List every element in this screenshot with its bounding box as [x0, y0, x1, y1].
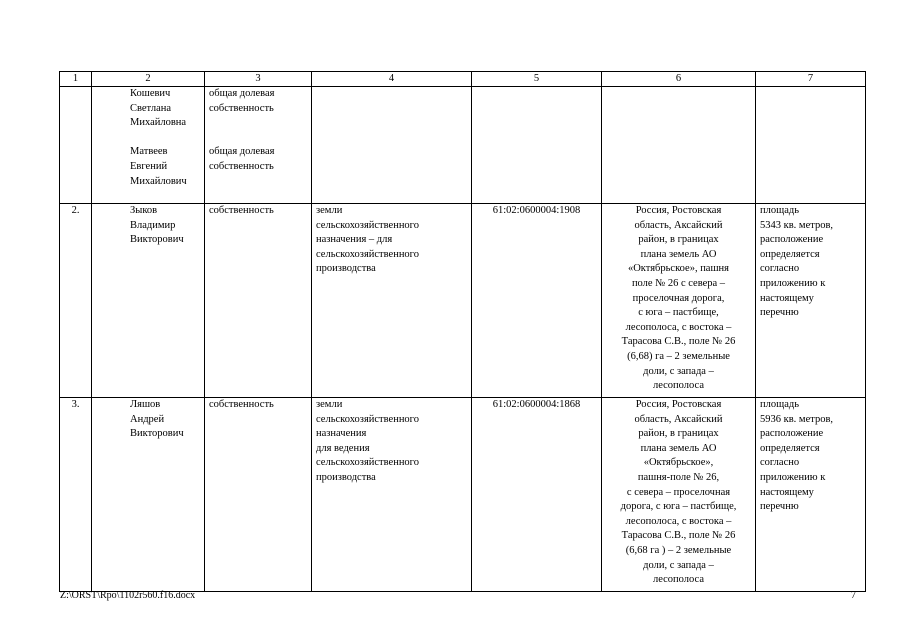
column-header: 6	[602, 72, 756, 87]
row-number-cell	[60, 87, 92, 204]
location-cell	[602, 87, 756, 204]
area-cell: площадь 5936 кв. метров, расположение определяется согласно приложению к настоящему перечню	[756, 398, 866, 592]
land-category-cell	[312, 87, 472, 204]
ownership-type-cell: общая долевая собственность общая долевая собственность	[205, 87, 312, 204]
location-cell: Россия, Ростовская область, Аксайский район, в границах плана земель АО «Октябрьское», пашня поле № 26 с севера – проселочная дорога, с юга – пастбище, лесополоса, с востока – Тарасова С.В., поле № 26 (6,68) га – 2 земельные доли, с запада – лесополоса	[602, 204, 756, 398]
area-cell	[756, 87, 866, 204]
cadastral-number-cell: 61:02:0600004:1868	[472, 398, 602, 592]
cadastral-number-cell: 61:02:0600004:1908	[472, 204, 602, 398]
area-cell: площадь 5343 кв. метров, расположение определяется согласно приложению к настоящему перечню	[756, 204, 866, 398]
table-header-row	[60, 72, 866, 87]
ownership-type-cell: собственность	[205, 204, 312, 398]
owner-name-cell: Кошевич Светлана Михайловна Матвеев Евгений Михайлович	[92, 87, 205, 204]
row-number-cell: 3.	[60, 398, 92, 592]
land-category-cell: земли сельскохозяйственного назначения – для сельскохозяйственного производства	[312, 204, 472, 398]
footer-page-number: 7	[851, 590, 856, 601]
column-header: 1	[60, 72, 92, 87]
column-header: 4	[312, 72, 472, 87]
column-header: 7	[756, 72, 866, 87]
ownership-type-cell: собственность	[205, 398, 312, 592]
owner-name-cell: Зыков Владимир Викторович	[92, 204, 205, 398]
cadastral-number-cell	[472, 87, 602, 204]
table-row	[60, 398, 866, 592]
table-row	[60, 87, 866, 204]
row-number-cell: 2.	[60, 204, 92, 398]
column-header: 5	[472, 72, 602, 87]
table-row	[60, 204, 866, 398]
footer-file-path: Z:\ORST\Rpo\1102r560.f16.docx	[60, 590, 196, 601]
owner-name-cell: Ляшов Андрей Викторович	[92, 398, 205, 592]
column-header: 2	[92, 72, 205, 87]
land-category-cell: земли сельскохозяйственного назначения для ведения сельскохозяйственного производства	[312, 398, 472, 592]
column-header: 3	[205, 72, 312, 87]
land-plots-table	[59, 71, 866, 592]
location-cell: Россия, Ростовская область, Аксайский район, в границах плана земель АО «Октябрьское», пашня-поле № 26, с севера – проселочная дорога, с юга – пастбище, лесополоса, с востока – Тарасова С.В., поле № 26 (6,68 га ) – 2 земельные доли, с запада – лесополоса	[602, 398, 756, 592]
